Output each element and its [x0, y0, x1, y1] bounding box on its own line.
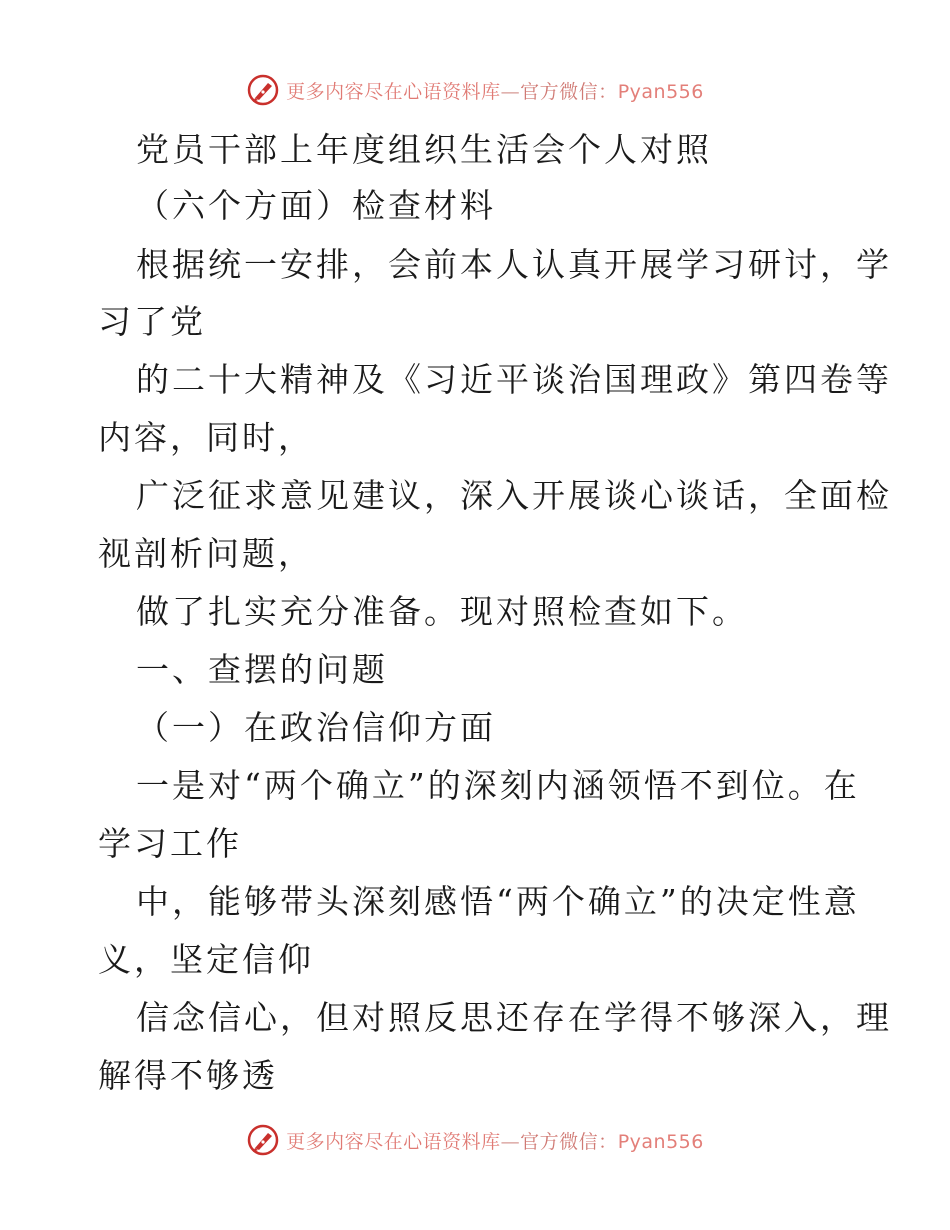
document-title-line-1: 党员干部上年度组织生活会个人对照 [136, 130, 712, 169]
paragraph-line: 根据统一安排，会前本人认真开展学习研讨，学 [136, 245, 892, 284]
watermark-dash: — [500, 1130, 521, 1153]
watermark-id: Pyan556 [617, 80, 704, 103]
section-heading: 一、查摆的问题 [136, 650, 388, 689]
paragraph-line: 视剖析问题， [98, 534, 314, 573]
paragraph-line: 解得不够透 [98, 1056, 278, 1095]
watermark-id: Pyan556 [617, 1130, 704, 1153]
paragraph-line: 信念信心，但对照反思还存在学得不够深入，理 [136, 998, 892, 1037]
subsection-heading: （一）在政治信仰方面 [136, 708, 496, 747]
paragraph-line: 做了扎实充分准备。现对照检查如下。 [136, 592, 748, 631]
document-title-line-2: （六个方面）检查材料 [136, 186, 496, 225]
watermark-label: 官方微信： [520, 1130, 618, 1153]
paragraph-line: 学习工作 [98, 824, 242, 863]
paragraph-line: 的二十大精神及《习近平谈治国理政》第四卷等 [136, 360, 892, 399]
watermark-label: 官方微信： [520, 80, 618, 103]
watermark-text [286, 1127, 704, 1154]
paragraph-line: 习了党 [98, 302, 206, 341]
watermark-brand: 更多内容尽在心语资料库 [286, 80, 501, 103]
watermark-brand: 更多内容尽在心语资料库 [286, 1130, 501, 1153]
paragraph-line: 一是对“两个确立”的深刻内涵领悟不到位。在 [136, 766, 860, 805]
paragraph-line: 义，坚定信仰 [98, 940, 314, 979]
header-watermark [0, 70, 950, 110]
paragraph-line: 中，能够带头深刻感悟“两个确立”的决定性意 [136, 882, 860, 921]
paragraph-line: 内容，同时， [98, 418, 314, 457]
watermark-dash: — [500, 80, 521, 103]
pen-nib-logo-icon [246, 1123, 280, 1157]
pen-nib-logo-icon [246, 73, 280, 107]
watermark-text [286, 77, 704, 104]
paragraph-line: 广泛征求意见建议，深入开展谈心谈话，全面检 [136, 476, 892, 515]
footer-watermark [0, 1120, 950, 1160]
